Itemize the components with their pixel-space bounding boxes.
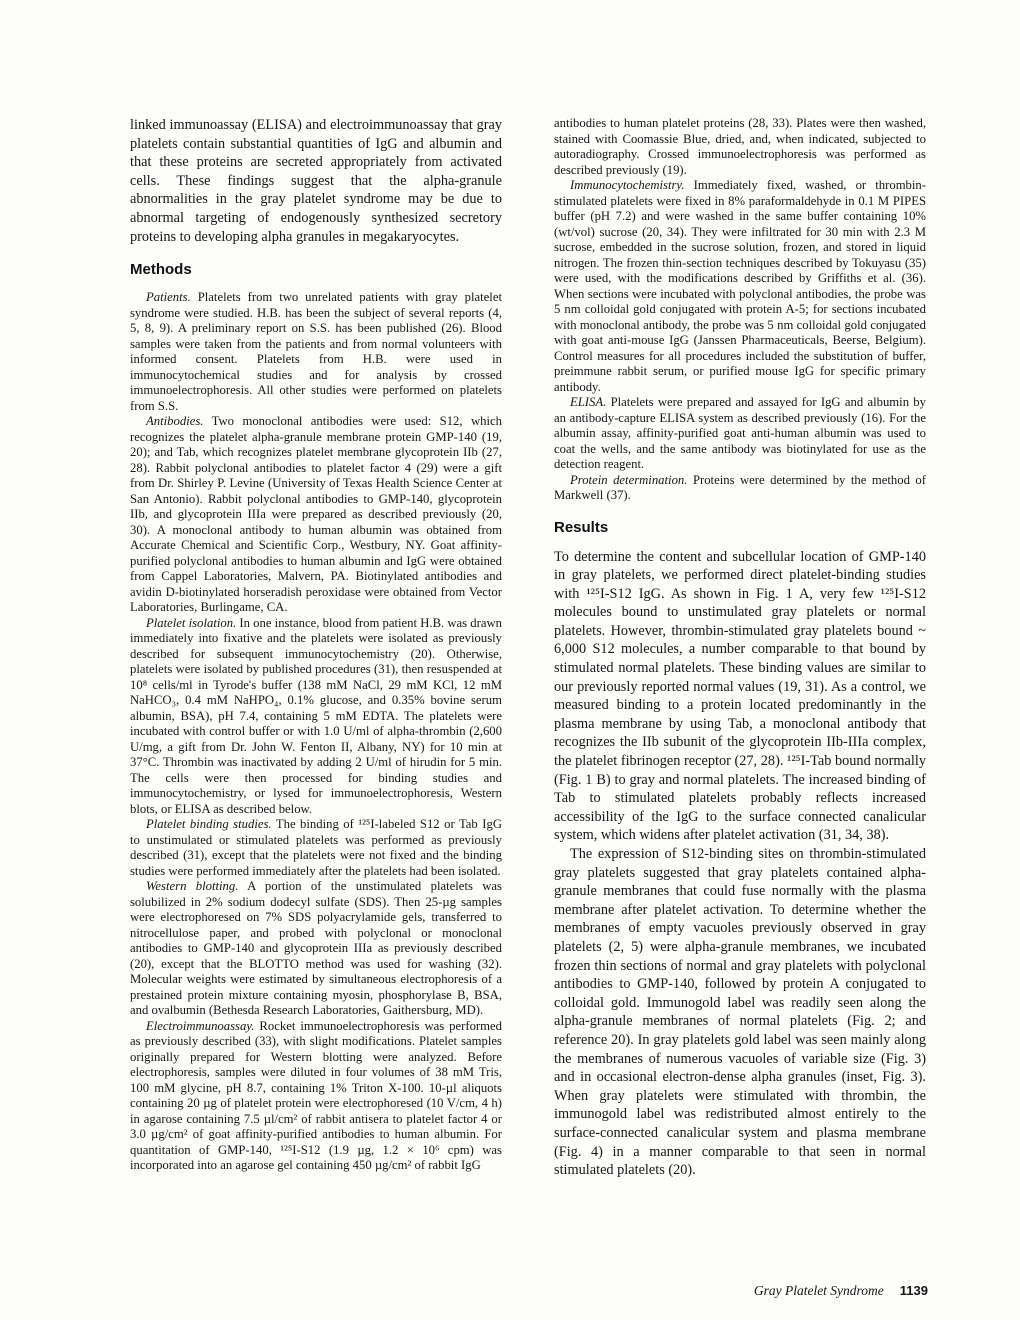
paragraph-lead: Patients. <box>146 290 191 305</box>
section-heading: Results <box>554 518 609 536</box>
paragraph-lead: Platelet binding studies. <box>146 817 272 832</box>
paragraph-text: Platelets were prepared and assayed for IgG and albumin by an antibody-capture ELISA system as described previously (16). For the albumin assay, affinity-purified goat anti-human albumin was used to coat the wells, and the same antibody was biotinylated for use as the detection reagent. <box>554 395 926 471</box>
paragraph-text: The binding of ¹²⁵I-labeled S12 or Tab IgG to unstimulated or stimulated platelets was performed as previously described (31), except that the platelets were not fixed and the binding studies were performed immediately after the platelets had been isolated. <box>130 817 502 878</box>
paragraph-lead: Immunocytochemistry. <box>570 178 685 192</box>
paragraph <box>554 845 926 1180</box>
two-column-layout <box>130 116 926 1180</box>
paragraph-text: antibodies to human platelet proteins (28, 33). Plates were then washed, stained with Coomassie Blue, dried, and, when indicated, subjected to autoradiography. Crossed immunoelectrophoresis was performed as described previously (19). <box>554 116 926 177</box>
paragraph <box>554 116 926 178</box>
paragraph-text: The expression of S12-binding sites on thrombin-stimulated gray platelets suggested that gray platelets contained alpha-granule membranes that could fuse normally with the plasma membrane after platelet activation. To determine whether the membranes of empty vacuoles previously observed in gray platelets (2, 5) were alpha-granule membranes, we incubated frozen thin sections of normal and gray platelets with polyclonal antibodies to GMP-140, followed by protein A conjugated to colloidal gold. Immunogold label was readily seen along the alpha-granule membranes of normal platelets (Fig. 2; and reference 20). In gray platelets gold label was seen mainly along the membranes of numerous vacuoles of variable size (Fig. 3) and in occasional electron-dense alpha granules (inset, Fig. 3). When gray platelets were stimulated with thrombin, the immunogold label was redistributed almost entirely to the surface-connected canalicular system and plasma membrane (Fig. 4) in a manner comparable to that seen in normal stimulated platelets (20). <box>554 846 926 1179</box>
paragraph <box>554 395 926 473</box>
paragraph <box>130 879 502 1019</box>
paragraph-text: Immediately fixed, washed, or thrombin-stimulated platelets were fixed in 8% paraformaldehyde in 0.1 M PIPES buffer (pH 7.2) and were washed in the same buffer containing 10% (wt/vol) sucrose (20, 34). They were infiltrated for 30 min with 2.3 M sucrose, embedded in the sucrose solution, frozen, and stored in liquid nitrogen. The frozen thin-section techniques described by Tokuyasu (35) were used, with the modifications described by Griffiths et al. (36). When sections were incubated with polyclonal antibodies, the probe was 5 nm colloidal gold conjugated with protein A-5; for sections incubated with monoclonal antibody, the probe was 5 nm colloidal gold conjugated with goat anti-mouse IgG (Janssen Pharmaceuticals, Beerse, Belgium). Control measures for all procedures included the substitution of buffer, preimmune rabbit serum, or purified mouse IgG for specific primary antibody. <box>554 178 926 394</box>
paragraph-lead: Antibodies. <box>146 414 204 429</box>
paragraph <box>554 548 926 846</box>
paragraph <box>554 178 926 395</box>
right-column <box>554 116 926 1180</box>
paragraph <box>130 616 502 818</box>
paragraph-text: Platelets from two unrelated patients with gray platelet syndrome were studied. H.B. has been the subject of several reports (4, 5, 8, 9). A preliminary report on S.S. has been published (26). Blood samples were taken from the patients and from normal volunteers with informed consent. Platelets from H.B. were used in immunocytochemical studies and for analysis by crossed immunoelectrophoresis. All other studies were performed on platelets from S.S. <box>130 290 502 413</box>
left-column <box>130 116 502 1180</box>
paragraph-text: linked immunoassay (ELISA) and electroimmunoassay that gray platelets contain substantial quantities of IgG and albumin and that these proteins are secreted appropriately from activated cells. These findings suggest that the alpha-granule abnormalities in the gray platelet syndrome may be due to abnormal targeting of endogenously synthesized secretory proteins to developing alpha granules in megakaryocytes. <box>130 117 502 245</box>
page-footer <box>130 1283 928 1299</box>
paragraph-text: Two monoclonal antibodies were used: S12, which recognizes the platelet alpha-granule membrane protein GMP-140 (19, 20); and Tab, which recognizes platelet membrane glycoprotein IIb (27, 28). Rabbit polyclonal antibodies to platelet factor 4 (29) were a gift from Dr. Shirley P. Levine (University of Texas Health Science Center at San Antonio). Rabbit polyclonal antibodies to GMP-140, glycoprotein IIb, and glycoprotein IIIa were prepared as described previously (20, 30). A monoclonal antibody to human albumin was obtained from Accurate Chemical and Scientific Corp., Westbury, NY. Goat affinity-purified polyclonal antibodies to human albumin and IgG were obtained from Cappel Laboratories, Malvern, PA. Biotinylated antibodies and avidin D-biotinylated horseradish peroxidase were obtained from Vector Laboratories, Burlingame, CA. <box>130 414 502 615</box>
paragraph-text: Rocket immunoelectrophoresis was performed as previously described (33), with slight modifications. Platelet samples originally prepared for Western blotting were analyzed. Before electrophoresis, samples were diluted in four volumes of 38 mM Tris, 100 mM glycine, pH 8.7, containing 1% Triton X-100. 10-µl aliquots containing 20 µg of platelet protein were electrophoresed (10 V/cm, 4 h) in agarose containing 7.5 µl/cm² of rabbit antisera to platelet factor 4 or 3.0 µg/cm² of goat affinity-purified antibodies to human albumin. For quantitation of GMP-140, ¹²⁵I-S12 (1.9 µg, 1.2 × 10⁶ cpm) was incorporated into an agarose gel containing 450 µg/cm² of rabbit IgG <box>130 1018 502 1173</box>
running-title: Gray Platelet Syndrome <box>753 1283 884 1298</box>
paragraph-text: A portion of the unstimulated platelets was solubilized in 2% sodium dodecyl sulfate (SDS). Then 25-µg samples were electrophoresed on 7% SDS polyacrylamide gels, transferred to nitrocellulose paper, and probed with polyclonal or monoclonal antibodies to GMP-140 and glycoprotein IIIa as previously described (20), except that the BLOTTO method was used for washing (32). Molecular weights were estimated by simultaneous electrophoresis of a prestained protein mixture containing myosin, phosphorylase B, BSA, and ovalbumin (Bethesda Research Laboratories, Gaithersburg, MD). <box>130 879 502 1018</box>
paragraph-lead: Protein determination. <box>570 472 688 487</box>
page-number: 1139 <box>899 1283 928 1298</box>
paragraph-lead: Platelet isolation. <box>146 615 237 630</box>
paragraph <box>554 473 926 504</box>
paragraph <box>130 116 502 246</box>
paragraph-lead: Western blotting. <box>146 879 239 894</box>
section-heading: Methods <box>130 261 192 279</box>
paragraph <box>130 290 502 414</box>
paragraph <box>130 1019 502 1174</box>
paragraph-lead: Electroimmunoassay. <box>146 1018 255 1033</box>
paragraph <box>130 414 502 616</box>
paragraph-text: Proteins were determined by the method of Markwell (37). <box>554 472 926 502</box>
paragraph-text: In one instance, blood from patient H.B. was drawn immediately into fixative and the platelets were isolated as previously described for subsequent immunocytochemistry (20). Otherwise, platelets were isolated by published procedures (31), then resuspended at 10⁸ cells/ml in Tyrode's buffer (138 mM NaCl, 29 mM KCl, 12 mM NaHCO₃, 0.4 mM NaHPO₄, 0.1% glucose, and 0.35% bovine serum albumin, BSA), pH 7.4, containing 5 mM EDTA. The platelets were incubated with control buffer or with 1.0 U/ml of alpha-thrombin (2,600 U/mg, a gift from Dr. John W. Fenton II, Albany, NY) for 10 min at 37°C. Thrombin was inactivated by adding 2 U/ml of hirudin for 5 min. The cells were then processed for binding studies and immunocytochemistry, or lysed for immunoelectrophoresis, Western blots, or ELISA as described below. <box>130 615 503 816</box>
paragraph-lead: ELISA. <box>570 395 607 409</box>
paragraph-text: To determine the content and subcellular location of GMP-140 in gray platelets, we performed direct platelet-binding studies with ¹²⁵I-S12 IgG. As shown in Fig. 1 A, very few ¹²⁵I-S12 molecules bound to unstimulated gray platelets or normal platelets. However, thrombin-stimulated gray platelets bound ~ 6,000 S12 molecules, a number comparable to that bound by stimulated normal platelets. These binding values are similar to our previously reported normal values (19, 31). As a control, we measured binding to a protein located predominantly in the plasma membrane by using Tab, a monoclonal antibody that recognizes the IIb subunit of the glycoprotein IIb-IIIa complex, the platelet fibrinogen receptor (27, 28). ¹²⁵I-Tab bound normally (Fig. 1 B) to gray and normal platelets. The increased binding of Tab to stimulated platelets probably reflects increased accessibility of the IgG to the surface connected canalicular system, which widens after platelet activation (31, 34, 38). <box>554 548 926 844</box>
paragraph <box>130 817 502 879</box>
